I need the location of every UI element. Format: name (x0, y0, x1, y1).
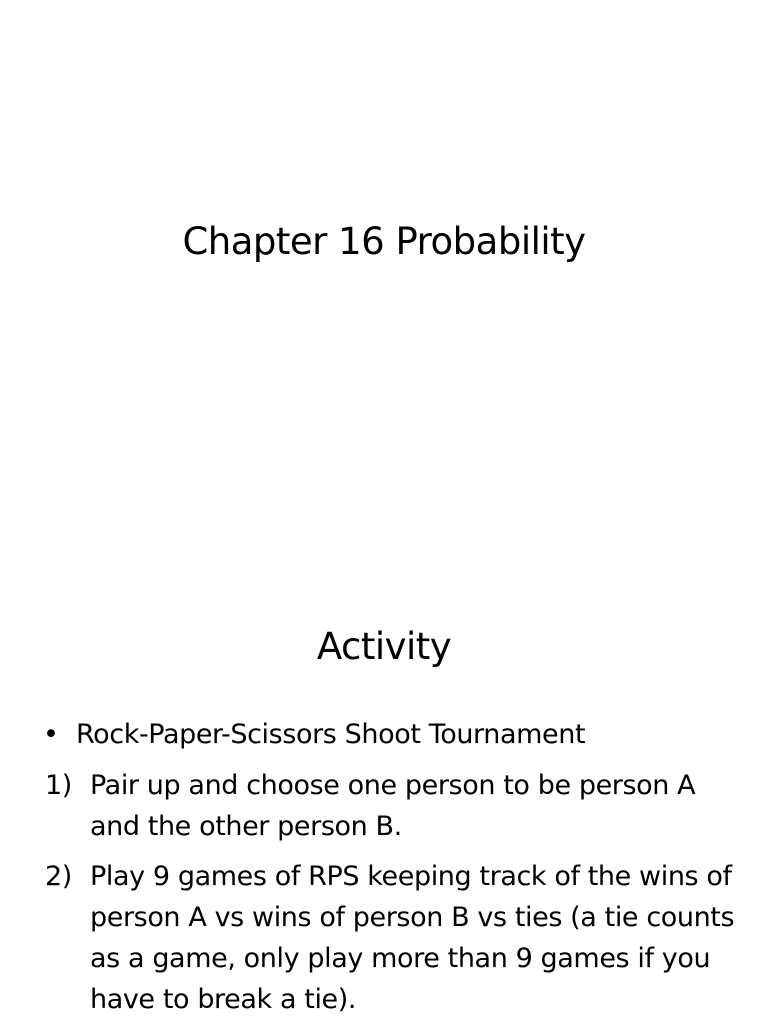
step-number: 1) (45, 770, 72, 801)
bullet-text: Rock-Paper-Scissors Shoot Tournament (76, 719, 586, 750)
step-item-2 (0, 856, 768, 1020)
step-number: 2) (45, 861, 72, 892)
bullet-item (0, 714, 768, 756)
activity-heading: Activity (316, 625, 452, 668)
slide-title: Chapter 16 Probability (182, 220, 586, 263)
step-text: Pair up and choose one person to be person A and the other person B. (90, 770, 696, 842)
bullet-marker: • (43, 719, 59, 750)
step-text: Play 9 games of RPS keeping track of the wins of person A vs wins of person B vs ties (a tie counts as a game, only play more than 9 games if you have to break a tie). (90, 861, 735, 1015)
activity-content (0, 714, 768, 1020)
step-item-1 (0, 765, 768, 847)
